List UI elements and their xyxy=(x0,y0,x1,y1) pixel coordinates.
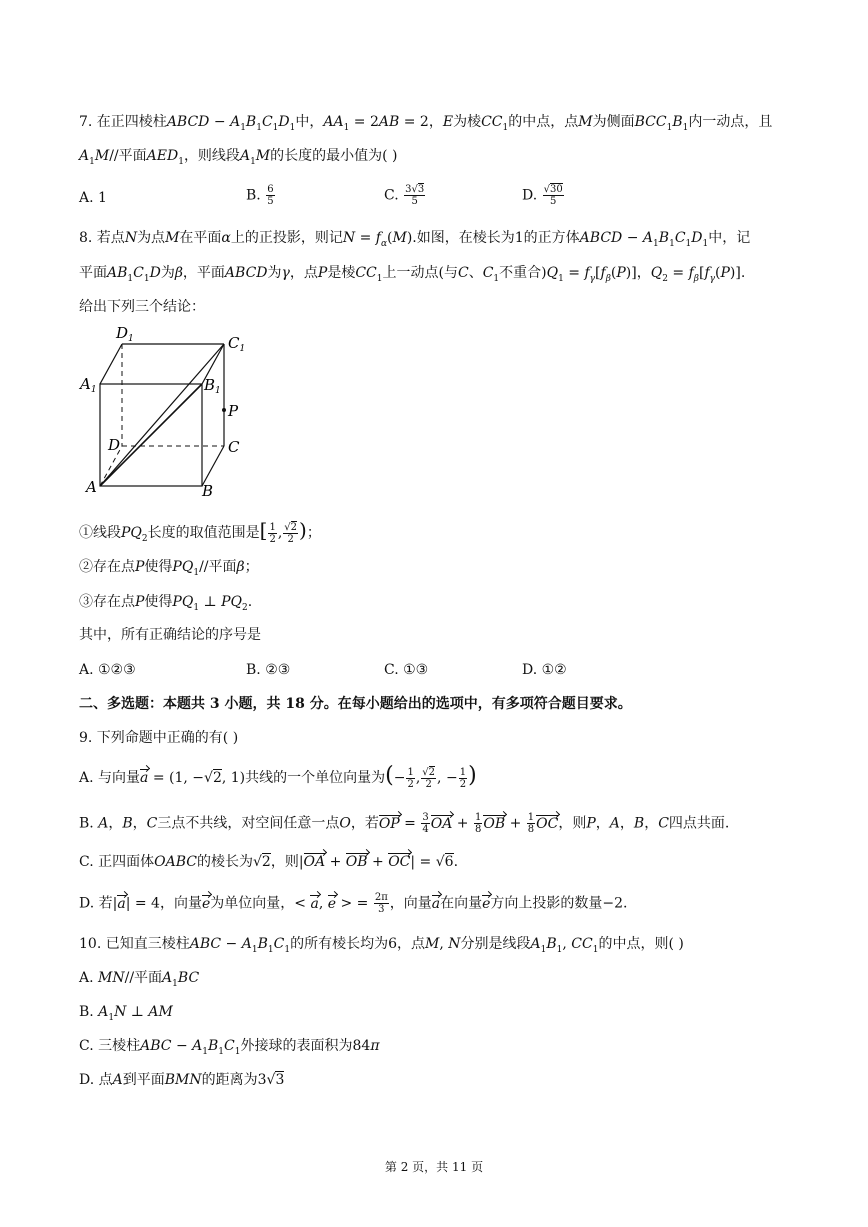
q7-option-c: C. $\frac{3√3}{5}$ xyxy=(384,184,425,207)
q7-line2: $A_1M//$平面$AED_1$，则线段$A_1M$的长度的最小值为( ) xyxy=(79,148,398,167)
q8-conclusion-3: ③存在点P使得$PQ_1$ ⊥ $PQ_2$. xyxy=(79,594,253,613)
label-p: P xyxy=(228,402,239,420)
q8-ask: 其中，所有正确结论的序号是 xyxy=(79,627,261,643)
page-footer: 第 2 页，共 11 页 xyxy=(384,1160,484,1174)
q7-option-a: A. 1 xyxy=(79,190,107,206)
q8-line3: 给出下列三个结论： xyxy=(79,299,205,315)
q7-line1: 7. 在正四棱柱ABCD − $A_1B_1C_1D_1$中，$AA_1 = 2AB = 2$，E为棱$CC_1$的中点，点M为侧面$BCC_1B_1$内一动点，且 xyxy=(79,114,773,133)
q8-conclusion-2: ②存在点P使得$PQ_1//$平面β； xyxy=(79,559,259,578)
q7-option-b: B. $\frac{6}{5}$ xyxy=(246,184,274,207)
point-p xyxy=(222,408,226,412)
q8-line2: 平面$AB_1C_1D$为β，平面ABCD为γ，点P是棱$CC_1$上一动点(与C、$C_1$不重合)$Q_1 = f_\gamma[f_\beta(P)]$，$Q_2 = f_\beta[f_\gamma(P)]$. xyxy=(79,265,746,284)
q9-option-b: B. A，B，C三点不共线，对空间任意一点O，若OP = $\frac{3}{4}$ OA + $\frac{1}{8}$ OB + $\frac{1}{8}$ OC，则P，A，B，C四点共面. xyxy=(79,812,730,835)
q9-option-a: A. 与向量a = (1, −√2, 1)共线的一个单位向量为(− $\frac{1}{2}$ , $\frac{√2}{2}$ , − $\frac{1}{2}$ ) xyxy=(79,763,477,790)
q8-line1: 8. 若点N为点M在平面α上的正投影，则记$N = f_\alpha(M)$.如图，在棱长为1的正方体ABCD − $A_1B_1C_1D_1$中，记 xyxy=(79,230,751,249)
q10-option-b: B. $A_1N$ ⊥ AM xyxy=(79,1004,173,1023)
q10-stem: 10. 已知直三棱柱ABC − $A_1B_1C_1$的所有棱长均为6，点M, N分别是线段$A_1B_1$, $CC_1$的中点，则( ) xyxy=(79,936,684,955)
cube-edge-bc xyxy=(202,446,224,486)
q8-option-c: C. ①③ xyxy=(384,662,429,678)
q8-option-d: D. ①② xyxy=(522,662,567,678)
cube-diagonal-ab1 xyxy=(100,384,202,486)
cube-edge-a1d1 xyxy=(100,344,122,384)
label-d1: $D_1$ xyxy=(116,324,134,344)
label-a: A xyxy=(86,478,97,496)
label-c: C xyxy=(228,438,240,456)
q10-option-a: A. MN//平面$A_1BC$ xyxy=(79,970,200,989)
label-b1: $B_1$ xyxy=(204,376,221,396)
label-d: D xyxy=(108,436,121,454)
q9-stem: 9. 下列命题中正确的有( ) xyxy=(79,730,239,746)
q9-option-c: C. 正四面体OABC的棱长为√2，则|OA + OB + OC| = √6. xyxy=(79,854,459,870)
label-b: B xyxy=(202,482,214,500)
q9-option-d: D. 若|a| = 4，向量e为单位向量，< a, e > = $\frac{2\pi}{3}$ ，向量a在向量e方向上投影的数量−2. xyxy=(79,892,628,915)
q10-option-d: D. 点A到平面BMN的距离为3√3 xyxy=(79,1072,285,1088)
cube-diagonal-ac1 xyxy=(100,344,224,486)
q7-option-d: D. $\frac{√30}{5}$ xyxy=(522,184,563,207)
q8-option-a: A. ①②③ xyxy=(79,662,136,678)
label-c1: $C_1$ xyxy=(228,334,246,354)
cube-figure xyxy=(78,322,278,502)
section2-heading: 二、多选题：本题共 3 小题，共 18 分。在每小题给出的选项中，有多项符合题目要求。 xyxy=(79,696,632,712)
q10-option-c: C. 三棱柱ABC − $A_1B_1C_1$外接球的表面积为84π xyxy=(79,1038,380,1057)
q8-option-b: B. ②③ xyxy=(246,662,291,678)
q8-conclusion-1: ①线段$PQ_2$长度的取值范围是[ $\frac{1}{2}$ , $\frac{√2}{2}$ )； xyxy=(79,518,321,545)
label-a1: $A_1$ xyxy=(80,375,97,395)
